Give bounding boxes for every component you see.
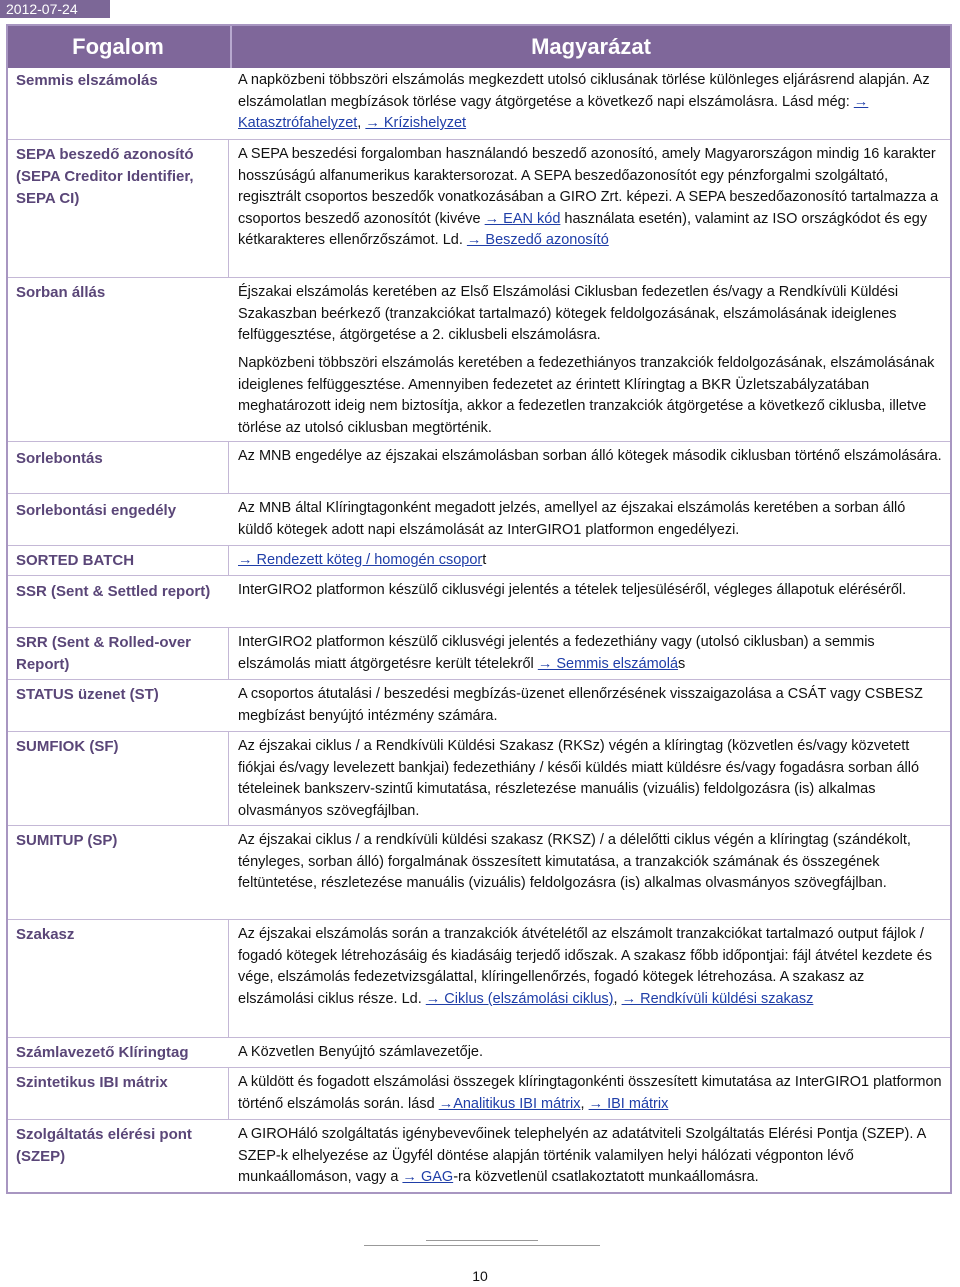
table-row bbox=[8, 1038, 950, 1068]
term: Szintetikus IBI mátrix bbox=[16, 1074, 168, 1091]
definition: → Rendezett köteg / homogén csoport bbox=[238, 552, 487, 568]
table-header bbox=[8, 26, 950, 68]
table-row bbox=[8, 278, 950, 442]
term: Sorlebontás bbox=[16, 450, 103, 467]
header-date: 2012-07-24 bbox=[0, 0, 110, 18]
link-beszedo-azonosito[interactable]: → Beszedő azonosító bbox=[466, 232, 609, 248]
definition: A SEPA beszedési forgalomban használandó beszedő azonosító, amely Magyarországon mindig 16 karakter hosszúságú alfanumerikus karaktersorozat. A SEPA beszedőazonosítót egy pénzforgalmi szolgáltató, regisztrált csoportos beszedők vonatkozásában a GIRO Zrt. képezi. A SEPA beszedőazonosító tartalmazza a csoportos beszedő azonosítót (kivéve → EAN kód használata esetén), valamint az ISO országkódot és egy kétkarakteres ellenőrzőszámot. Ld. → Beszedő azonosító bbox=[238, 146, 939, 248]
definition: A GIROHáló szolgáltatás igénybevevőinek telephelyén az adatátviteli Szolgáltatás Elérési Pontja (SZEP). A SZEP-k elhelyezése az Ügyfél döntése alapján történik valamilyen helyi hálózati végponton lévő munkaállomáson, vagy a → GAG-ra közvetlenül csatlakoztatott munkaállomásra. bbox=[238, 1126, 926, 1185]
link-semmis-elszamolas[interactable]: → Semmis elszámolá bbox=[537, 655, 679, 672]
table-row bbox=[8, 680, 950, 732]
link-krizishelyzet[interactable]: → Krízishelyzet bbox=[365, 115, 467, 131]
col-header-term: Fogalom bbox=[72, 34, 164, 59]
term: SEPA beszedő azonosító (SEPA Creditor Identifier, SEPA CI) bbox=[16, 146, 194, 207]
definition: A csoportos átutalási / beszedési megbízás-üzenet ellenőrzésének visszaigazolása a CSÁT vagy CSBESZ megbízást benyújtó intézmény számára. bbox=[238, 686, 923, 724]
definition: InterGIRO2 platformon készülő ciklusvégi jelentés a tételek teljesüléséről, végleges állapotuk eléréséről. bbox=[238, 582, 907, 598]
link-analitikus-ibi-matrix[interactable]: →Analitikus IBI mátrix bbox=[438, 1095, 581, 1112]
table-row bbox=[8, 442, 950, 494]
definition: Az éjszakai ciklus / a rendkívüli küldési szakasz (RKSZ) / a délelőtti ciklus végén a klíringtag (szándékolt, tényleges, sorban álló) forgalmának összesített kimutatása, a tranzakciók számának és összegének feltüntetése, részletezése manuális (vizuális) feldolgozásra (is) alkalmas olvasmányos szövegfájlban. bbox=[238, 832, 911, 891]
term: Szakasz bbox=[16, 926, 75, 943]
term: Semmis elszámolás bbox=[16, 72, 158, 89]
definition: Az éjszakai elszámolás során a tranzakciók átvételétől az elszámolt tranzakciókat tartalmazó output fájlok / fogadó kötegek létrehozásáig és kiadásáig terjedő időszak. A szakasz főbb időpontjai: fájl átvétel kezdete és vége, elszámolás fedezetvizsgálattal, klíringellenőrzés, fogadó kötegek létrehozása. A szakasz az elszámolási ciklus része. Ld. → Ciklus (elszámolási ciklus), → Rendkívüli küldési szakasz bbox=[238, 926, 933, 1007]
term: Szolgáltatás elérési pont (SZEP) bbox=[16, 1126, 192, 1165]
table-row bbox=[8, 68, 950, 140]
term: SORTED BATCH bbox=[16, 552, 135, 569]
definition: Az MNB engedélye az éjszakai elszámolásban sorban álló kötegek második ciklusban történő elszámolására. bbox=[238, 448, 942, 464]
definition: InterGIRO2 platformon készülő ciklusvégi jelentés a fedezethiány vagy (utolsó ciklusban) a semmis elszámolás miatt átgörgetésre került tételekről → Semmis elszámolás bbox=[238, 634, 875, 672]
term: SRR (Sent & Rolled-over Report) bbox=[16, 634, 192, 673]
definition: Az éjszakai ciklus / a Rendkívüli Küldési Szakasz (RKSz) végén a klíringtag (közvetlen és/vagy közvetett fiókjai és/vagy levelezett bankjai) fedezethiány / késői küldés miatt küldésre és/vagy fogadásra sorban álló tételeinek bankszerv-szintű kimutatása, részletezése manuális (vizuális) feldolgozásra (is) alkalmas olvasmányos szövegfájlban. bbox=[238, 738, 920, 819]
term: Sorban állás bbox=[16, 284, 106, 301]
definition: A küldött és fogadott elszámolási összegek klíringtagonkénti összesített kimutatása az InterGIRO1 platformon történő elszámolás során. lásd →Analitikus IBI mátrix, → IBI mátrix bbox=[238, 1074, 942, 1112]
definition: A Közvetlen Benyújtó számlavezetője. bbox=[238, 1044, 484, 1060]
term: SSR (Sent & Settled report) bbox=[16, 583, 211, 600]
link-katasztrofahelyzet[interactable]: → Katasztrófahelyzet bbox=[238, 93, 869, 131]
table-row bbox=[8, 920, 950, 1038]
table-row bbox=[8, 732, 950, 826]
definition: Az MNB által Klíringtagonként megadott jelzés, amellyel az éjszakai elszámolás keretében a sorban álló küldő kötegek adott napi elszámolását az InterGIRO1 platformon engedélyezi. bbox=[238, 500, 906, 538]
col-header-definition: Magyarázat bbox=[230, 26, 950, 68]
table-row bbox=[8, 826, 950, 920]
table-row bbox=[8, 546, 950, 576]
table-row bbox=[8, 140, 950, 278]
table-row bbox=[8, 494, 950, 546]
table-row bbox=[8, 628, 950, 680]
link-ciklus[interactable]: → Ciklus (elszámolási ciklus) bbox=[425, 990, 614, 1007]
page-number: 10 bbox=[472, 1268, 488, 1284]
link-ibi-matrix[interactable]: → IBI mátrix bbox=[588, 1095, 669, 1112]
definition: A napközbeni többszöri elszámolás megkezdett utolsó ciklusának törlése különleges eljárásrend alapján. Az elszámolatlan megbízások törlése vagy átgörgetése a következő napi elszámolásra. Lásd még: → Katasztrófahelyzet, → Krízishelyzet bbox=[238, 72, 930, 131]
definition: Éjszakai elszámolás keretében az Első Elszámolási Ciklusban fedezetlen és/vagy a Rendkívüli Küldési Szakaszban beérkező (tranzakciókat tartalmazó) kötegek feldolgozásának, elszámolásának ideiglenes felfüggesztése, átgörgetése a 2. ciklusbeli elszámolásra. bbox=[238, 284, 899, 343]
footer-divider bbox=[364, 1245, 600, 1246]
link-rendkivuli-kuldesi-szakasz[interactable]: → Rendkívüli küldési szakasz bbox=[621, 990, 814, 1007]
link-gag[interactable]: → GAG bbox=[402, 1169, 454, 1185]
term: Sorlebontási engedély bbox=[16, 502, 177, 519]
link-ean-kod[interactable]: → EAN kód bbox=[484, 210, 561, 227]
term: SUMITUP (SP) bbox=[16, 832, 118, 849]
term: Számlavezető Klíringtag bbox=[16, 1044, 189, 1061]
term: SUMFIOK (SF) bbox=[16, 738, 119, 755]
footer-divider bbox=[426, 1240, 538, 1241]
table-row bbox=[8, 1120, 950, 1192]
definition-2: Napközbeni többszöri elszámolás keretében a fedezethiányos tranzakciók feldolgozásának, elszámolásának ideiglenes felfüggesztése. Amennyiben fedezetet az érintett Klíringtag a BKR Üzletszabályzatában meghatározott ideig nem biztosítja, akkor a fedezetlen tranzakciók átgörgetése a következő ciklusba, illetve törlése az utolsó ciklusban megtörténik. bbox=[238, 355, 935, 436]
table-row bbox=[8, 1068, 950, 1120]
term: STATUS üzenet (ST) bbox=[16, 686, 159, 703]
table-row bbox=[8, 576, 950, 628]
link-rendezett-koteg[interactable]: → Rendezett köteg / homogén csopor bbox=[238, 552, 483, 568]
